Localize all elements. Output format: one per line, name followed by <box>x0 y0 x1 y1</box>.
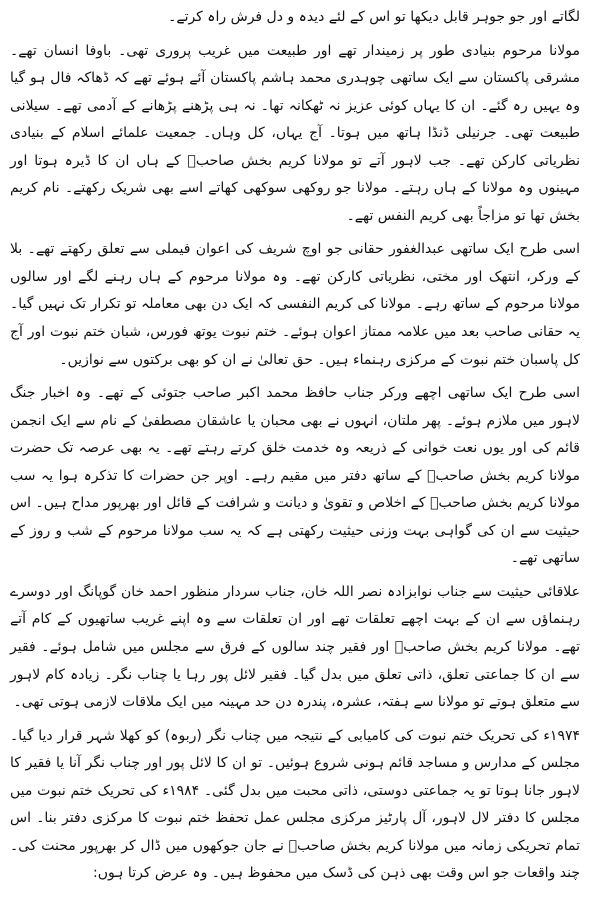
paragraph-3: اسی طرح ایک ساتھی عبدالغفور حقانی جو اوچ شریف کی اعوان فیملی سے تعلق رکھتے تھے۔ بلا کے ورکر، انتھک اور مختی، نظریاتی کارکن تھے۔ وہ مولانا مرحوم کے ہاں رہنے لگے اور سالوں مولانا مرحوم کے ساتھ رہے۔ مولانا کی کریم النفسی کہ ایک دن بھی معاملہ تو تکرار تک نہیں گیا۔ یہ حقانی صاحب بعد میں علامہ ممتاز اعوان ہوئے۔ ختم نبوت یوتھ فورس، شبان ختم نبوت اور آج کل پاسبان ختم نبوت کے مرکزی رہنماء ہیں۔ حق تعالیٰ نے ان کو بھی برکتوں سے نوازیں۔ <box>10 241 580 368</box>
paragraph-4: اسی طرح ایک ساتھی اچھے ورکر جناب حافظ محمد اکبر صاحب جتوئی کے تھے۔ وہ اخبار جنگ لاہور میں ملازم ہوئے۔ پھر ملتان، انہوں نے بھی محبان یا عاشقان مصطفیٰ کے نام سے ایک انجمن قائم کی اور یوں نعت خوانی کے ذریعہ وہ خدمت خلق کرتے رہتے تھے۔ یہ بھی عرصہ تک حضرت مولانا کریم بخش صاحبؒ کے ساتھ دفتر میں مقیم رہے۔ اوپر جن حضرات کا تذکرہ ہوا یہ سب مولانا کریم بخش صاحبؒ کے اخلاص و تقویٰ و دیانت و شرافت کے قائل اور بھرپور مداح ہیں۔ اس حیثیت سے ان کی گواہی بہت وزنی حیثیت رکھتی ہے کہ یہ سب مولانا مرحوم کے شب و روز کے ساتھی تھے۔ <box>10 385 580 567</box>
paragraph-1: لگاتے اور جو جوہر قابل دیکھا تو اس کے لئے دیدہ و دل فرش راہ کرتے۔ <box>168 9 580 25</box>
paragraph-2: مولانا مرحوم بنیادی طور پر زمیندار تھے اور طبیعت میں غریب پروری تھی۔ باوفا انسان تھے۔ مشرقی پاکستان سے ایک ساتھی چوہدری محمد ہاشم پاکستان آئے ہوئے تھے کہ ڈھاکہ فال ہو گیا وہ یہیں رہ گئے۔ ان کا یہاں کوئی عزیز نہ ٹھکانہ تھا۔ نہ ہی پڑھنے پڑھانے کے آدمی تھے۔ سیلانی طبیعت تھی۔ جرنیلی ڈنڈا ہاتھ میں ہوتا۔ آج یہاں، کل وہاں۔ جمعیت علمائے اسلام کے بنیادی نظریاتی کارکن تھے۔ جب لاہور آتے تو مولانا کریم بخش صاحبؒ کے ہاں ان کا ڈیرہ ہوتا اور مہینوں وہ مولانا کے ہاں رہتے۔ مولانا جو روکھی سوکھی کھاتے اسے بھی شریک رکھتے۔ نام کریم بخش تھا تو مزاجاً بھی کریم النفس تھے۔ <box>10 42 580 224</box>
paragraph-6: ۱۹۷۴ء کی تحریک ختم نبوت کی کامیابی کے نتیجہ میں چناب نگر (ربوہ) کو کھلا شہر قرار دیا گیا۔ مجلس کے مدارس و مساجد قائم ہونی شروع ہوئیں۔ تو ان کا لائل پور اور چناب نگر آنا یا فقیر کا لاہور جانا ہوتا تو یہ جماعتی دوستی، ذاتی محبت میں بدل گئی۔ ۱۹۸۴ء کی تحریک ختم نبوت میں مجلس کا دفتر لال لاہور، آل پارٹیز مرکزی مجلس عمل تحفظ ختم نبوت کا مرکزی دفتر بنا۔ اس تمام تحریکی زمانہ میں مولانا کریم بخش صاحبؒ نے جان جوکھوں میں ڈال کر بھرپور محنت کی۔ چند واقعات جو اس وقت بھی ذہن کی ڈسک میں محفوظ ہیں۔ وہ عرض کرتا ہوں: <box>10 727 580 882</box>
paragraph-5: علاقائی حیثیت سے جناب نوابزادہ نصر اللہ خان، جناب سردار منظور احمد خان گوپانگ اور دوسرے رہنماؤں سے ان کے بہت اچھے تعلقات تھے اور ان تعلقات سے وہ اپنے غریب ساتھیوں کے کام آتے تھے۔ مولانا کریم بخش صاحبؒ اور فقیر چند سالوں کے فرق سے مجلس میں شامل ہوئے۔ فقیر سے ان کا جماعتی تعلق، ذاتی تعلق میں بدل گیا۔ فقیر لائل پور رہا یا چناب نگر۔ زیادہ کام لاہور سے متعلق ہوتے تو مولانا سے ہفتہ، عشرہ، پندرہ دن حد مہینہ میں ایک ملاقات لازمی ہوتی تھی۔ <box>10 583 580 711</box>
